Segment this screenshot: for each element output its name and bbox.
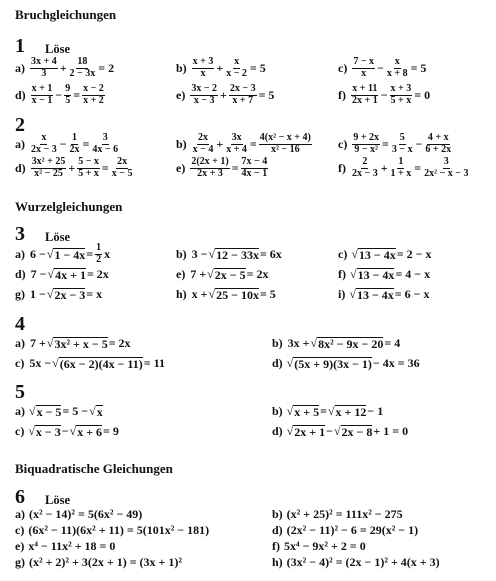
equation-5d: d) √ 2x + 1 − √ 2x − 8 + 1 = 0 <box>272 424 409 439</box>
equation-1e: e) $\frac{3x - 2}{x - 3}$ + $\frac{2x - 3}{x + 7}$ = 5 <box>176 83 275 106</box>
equation-3a: a) 6 − √ 1 − 4x = $\frac{1}{2}$ x <box>15 242 111 265</box>
equation-6c: c) (6x² − 11)(6x² + 11) = 5(101x² − 181) <box>15 523 210 537</box>
equation-3h: h) x + √ 25 − 10x = 5 <box>176 287 276 302</box>
equation-2e: e) $\frac{2(2x + 1)}{2x + 3}$ = $\frac{7x - 4}{4x - 1}$ <box>176 156 268 179</box>
equation-5a: a) √ x − 5 = 5 − √ x <box>15 404 103 419</box>
problem-number-6: 6 <box>15 486 25 508</box>
equation-6e: e) x⁴ − 11x² + 18 = 0 <box>15 539 116 553</box>
equation-4b: b) 3x + √ 8x² − 9x − 20 = 4 <box>272 336 401 351</box>
problem-number-1: 1 <box>15 35 25 57</box>
problem-number-3: 3 <box>15 223 25 245</box>
section-title-wurzelgleichungen: Wurzelgleichungen <box>15 199 123 214</box>
equation-2b: b) $\frac{2x}{x - 4}$ + $\frac{3x}{x + 4}$ = $\frac{\text{4(x² − x + 4)}}{\text{x² − 16}}$ <box>176 132 311 155</box>
problem-number-4: 4 <box>15 313 25 335</box>
equation-6h: h) (3x² − 4)² = (2x − 1)² + 4(x + 3) <box>272 555 440 569</box>
equation-5b: b) √ x + 5 = √ x + 12 − 1 <box>272 404 384 419</box>
equation-2f: f) $\frac{2}{2x - 3}$ + $\frac{1}{1 + x}$ = $\frac{3}{\text{2x² − x − 3}}$ <box>338 156 469 179</box>
equation-3d: d) 7 − √ 4x + 1 = 2x <box>15 267 109 282</box>
problem-number-5: 5 <box>15 381 25 403</box>
instruction-loese-3: Löse <box>45 230 70 244</box>
equation-4c: c) 5x − √ (6x − 2)(4x − 11) = 11 <box>15 356 165 371</box>
equation-1a: a) $\frac{3x + 4}{3}$ + $\frac{18}{2 - 3x}$ = 2 <box>15 56 115 79</box>
problem-number-2: 2 <box>15 114 25 136</box>
equation-5c: c) √ x − 3 − √ x + 6 = 9 <box>15 424 119 439</box>
equation-6a: a) (x² − 14)² = 5(6x² − 49) <box>15 507 143 521</box>
equation-6g: g) (x² + 2)² + 3(2x + 1) = (3x + 1)² <box>15 555 182 569</box>
equation-1d: d) $\frac{x + 1}{x - 1}$ − $\frac{9}{5}$ = $\frac{x - 2}{x + 2}$ <box>15 83 104 106</box>
equation-3g: g) 1 − √ 2x − 3 = x <box>15 287 103 302</box>
equation-3i: i) √ 13 − 4x = 6 − x <box>338 287 430 302</box>
equation-2c: c) $\frac{9 + 2x}{\text{9 − x²}}$ = $\frac{5}{3 - x}$ − $\frac{4 + x}{6 + 2x}$ <box>338 132 452 155</box>
equation-4a: a) 7 + √ 3x² + x − 5 = 2x <box>15 336 131 351</box>
equation-1c: c) $\frac{7 - x}{x}$ − $\frac{x}{x + 8}$ = 5 <box>338 56 427 79</box>
equation-1b: b) $\frac{x + 3}{x}$ + $\frac{x}{x - 2}$ = 5 <box>176 56 266 79</box>
equation-3c: c) √ 13 − 4x = 2 − x <box>338 247 432 262</box>
instruction-loese-6: Löse <box>45 493 70 507</box>
equation-4d: d) √ (5x + 9)(3x − 1) − 4x = 36 <box>272 356 420 371</box>
instruction-loese-1: Löse <box>45 42 70 56</box>
equation-3f: f) √ 13 − 4x = 4 − x <box>338 267 431 282</box>
equation-6d: d) (2x² − 11)² − 6 = 29(x² − 1) <box>272 523 419 537</box>
section-title-bruchgleichungen: Bruchgleichungen <box>15 7 117 22</box>
section-title-biquadratische-gleichungen: Biquadratische Gleichungen <box>15 461 173 476</box>
equation-3e: e) 7 + √ 2x − 5 = 2x <box>176 267 269 282</box>
equation-3b: b) 3 − √ 12 − 33x = 6x <box>176 247 282 262</box>
equation-2d: d) $\frac{\text{3x² + 25}}{\text{x² − 25}}$ + $\frac{5 - x}{5 + x}$ = $\frac{2x}{x - 5}$ <box>15 156 133 179</box>
equation-1f: f) $\frac{x + 11}{2x + 1}$ − $\frac{x + 3}{5 + x}$ = 0 <box>338 83 431 106</box>
equation-6b: b) (x² + 25)² = 111x² − 275 <box>272 507 403 521</box>
equation-2a: a) $\frac{x}{2x - 3}$ − $\frac{1}{2x}$ = $\frac{3}{4x - 6}$ <box>15 132 119 155</box>
equation-6f: f) 5x⁴ − 9x² + 2 = 0 <box>272 539 366 553</box>
